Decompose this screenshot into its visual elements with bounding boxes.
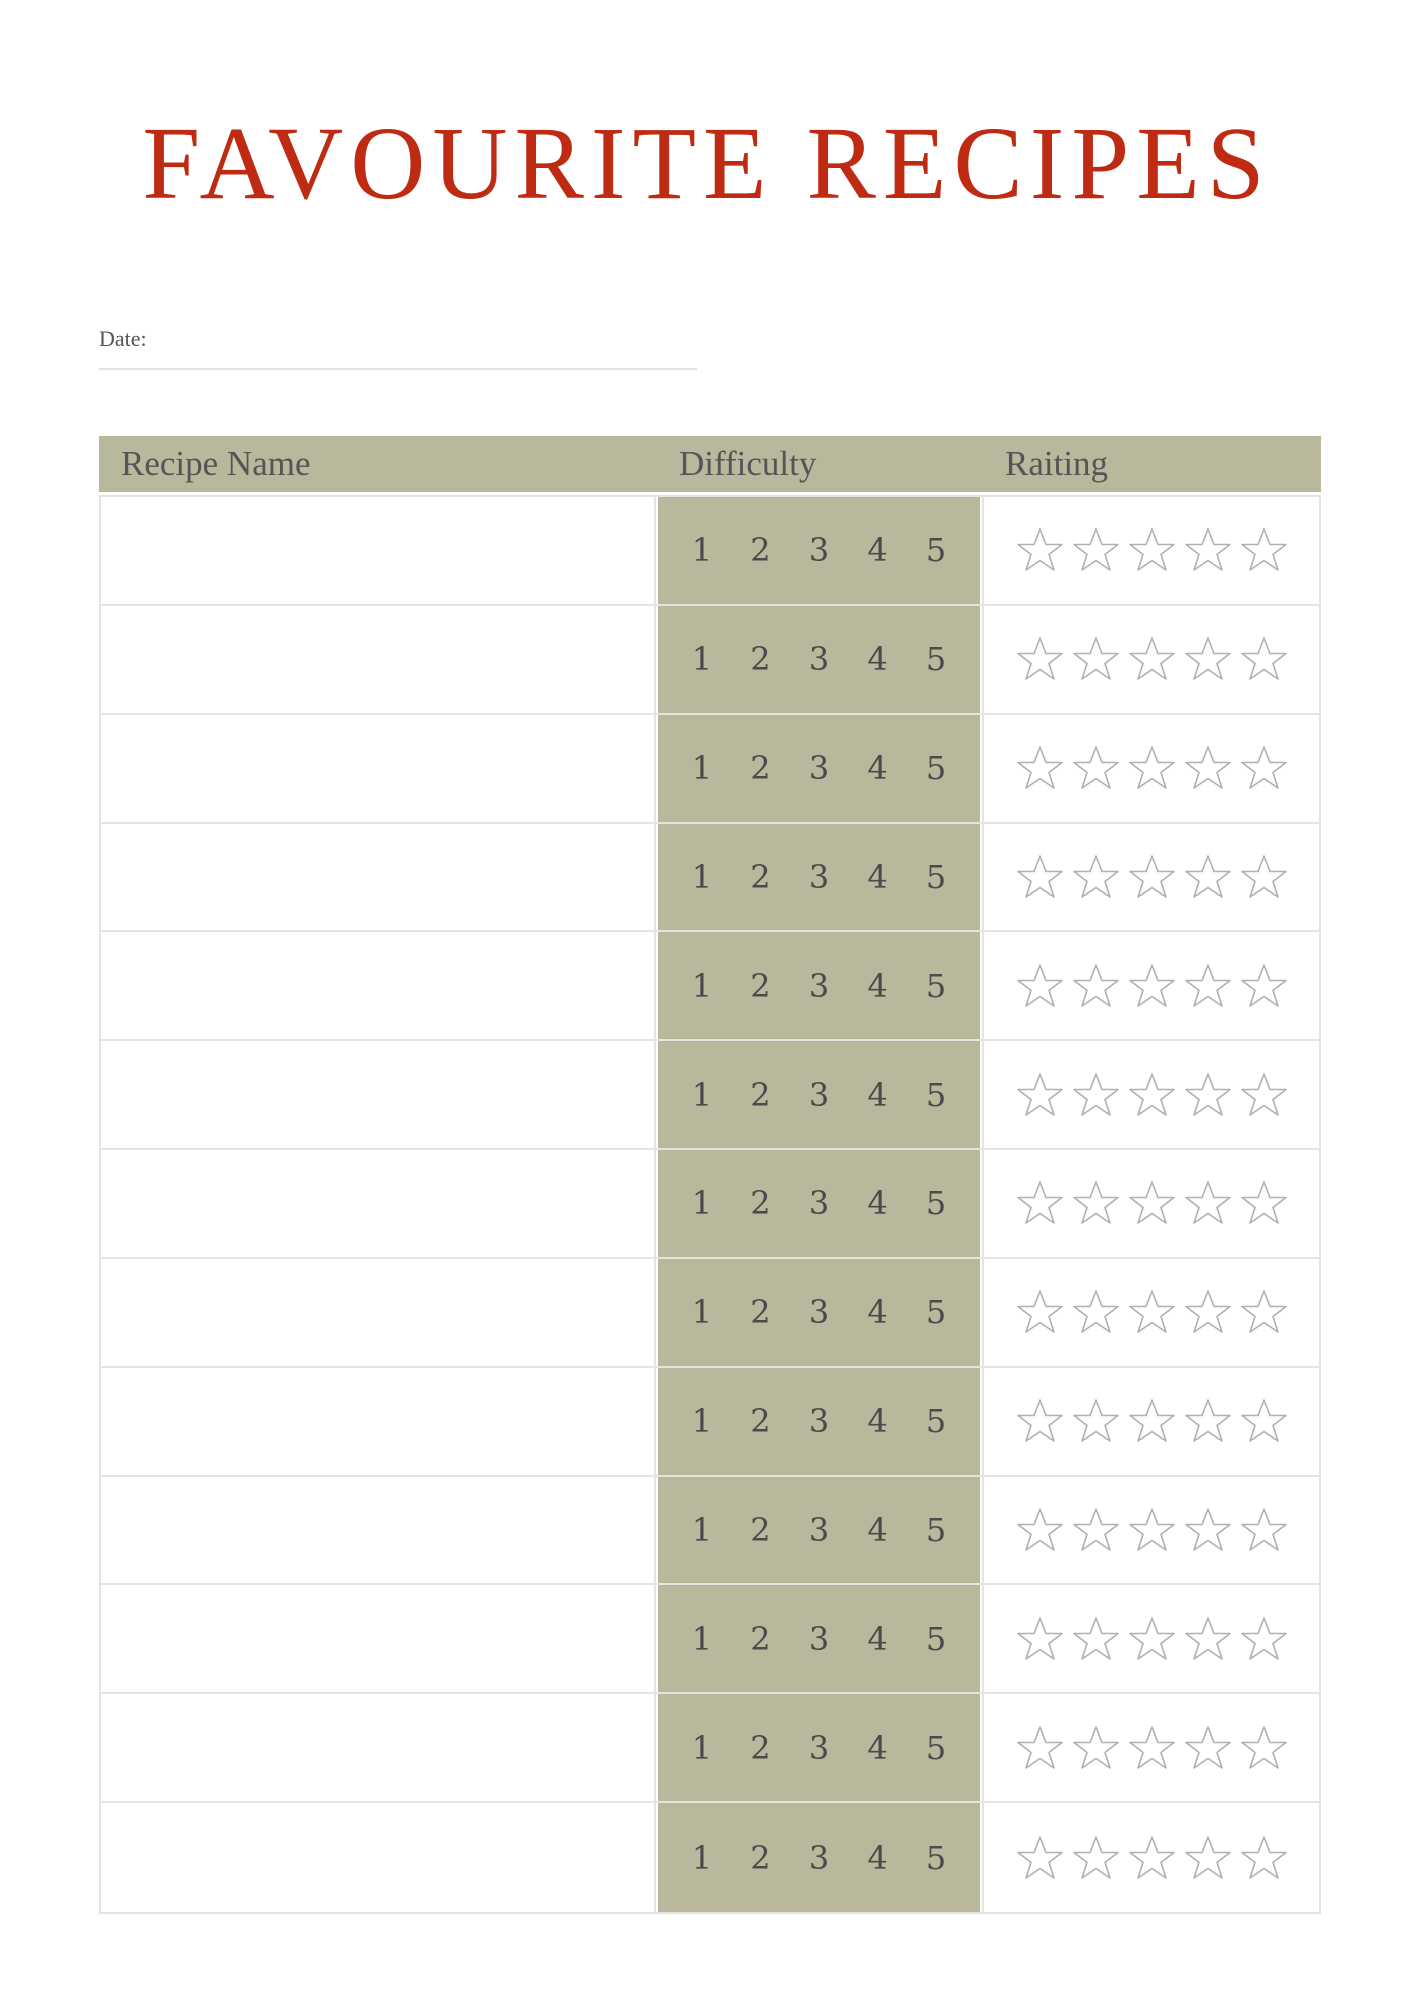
table-row [101,715,1319,824]
difficulty-scale[interactable]: 1 2 3 4 5 [658,606,980,713]
star-outline-icon[interactable] [1072,1507,1120,1553]
star-outline-icon[interactable] [1128,1835,1176,1881]
star-outline-icon[interactable] [1184,1507,1232,1553]
difficulty-scale[interactable]: 1 2 3 4 5 [658,1477,980,1584]
date-label: Date: [99,326,147,351]
star-outline-icon[interactable] [1240,527,1288,573]
header-rating: Raiting [1005,444,1109,483]
rating-stars [982,1803,1319,1912]
table-row [101,1477,1319,1586]
star-outline-icon[interactable] [1128,745,1176,791]
star-outline-icon[interactable] [1128,1180,1176,1226]
rating-stars [982,1368,1319,1475]
star-outline-icon[interactable] [1128,1398,1176,1444]
recipe-name-cell[interactable] [101,1585,656,1692]
table-row [101,932,1319,1041]
recipe-name-cell[interactable] [101,1694,656,1801]
star-outline-icon[interactable] [1072,745,1120,791]
star-outline-icon[interactable] [1184,527,1232,573]
star-outline-icon[interactable] [1072,1616,1120,1662]
star-outline-icon[interactable] [1016,854,1064,900]
star-outline-icon[interactable] [1072,1725,1120,1771]
table-row [101,1259,1319,1368]
star-outline-icon[interactable] [1016,636,1064,682]
star-outline-icon[interactable] [1016,1835,1064,1881]
difficulty-scale[interactable]: 1 2 3 4 5 [658,932,980,1039]
rating-stars [982,715,1319,822]
difficulty-scale[interactable]: 1 2 3 4 5 [658,1368,980,1475]
star-outline-icon[interactable] [1072,854,1120,900]
star-outline-icon[interactable] [1128,1507,1176,1553]
difficulty-scale[interactable]: 1 2 3 4 5 [658,715,980,822]
difficulty-scale[interactable]: 1 2 3 4 5 [658,497,980,604]
recipe-name-cell[interactable] [101,1259,656,1366]
star-outline-icon[interactable] [1016,1180,1064,1226]
difficulty-scale[interactable]: 1 2 3 4 5 [658,1041,980,1148]
header-recipe-name: Recipe Name [121,444,311,483]
star-outline-icon[interactable] [1016,1616,1064,1662]
recipe-name-cell[interactable] [101,1041,656,1148]
recipe-name-cell[interactable] [101,497,656,604]
star-outline-icon[interactable] [1184,1835,1232,1881]
star-outline-icon[interactable] [1128,1289,1176,1335]
rating-stars [982,1259,1319,1366]
table-header [99,436,1321,492]
star-outline-icon[interactable] [1072,1398,1120,1444]
star-outline-icon[interactable] [1128,527,1176,573]
star-outline-icon[interactable] [1240,1289,1288,1335]
difficulty-scale[interactable]: 1 2 3 4 5 [658,824,980,931]
star-outline-icon[interactable] [1128,963,1176,1009]
star-outline-icon[interactable] [1240,1725,1288,1771]
star-outline-icon[interactable] [1072,1835,1120,1881]
star-outline-icon[interactable] [1016,1507,1064,1553]
star-outline-icon[interactable] [1184,1180,1232,1226]
star-outline-icon[interactable] [1240,636,1288,682]
star-outline-icon[interactable] [1240,1180,1288,1226]
star-outline-icon[interactable] [1128,1616,1176,1662]
table-row [101,1585,1319,1694]
star-outline-icon[interactable] [1184,1616,1232,1662]
star-outline-icon[interactable] [1184,1072,1232,1118]
star-outline-icon[interactable] [1128,854,1176,900]
star-outline-icon[interactable] [1072,1072,1120,1118]
table-row [101,824,1319,933]
star-outline-icon[interactable] [1240,745,1288,791]
recipe-name-cell[interactable] [101,824,656,931]
recipe-name-cell[interactable] [101,715,656,822]
difficulty-scale[interactable]: 1 2 3 4 5 [658,1585,980,1692]
star-outline-icon[interactable] [1016,527,1064,573]
rating-stars [982,1585,1319,1692]
table-row [101,606,1319,715]
table-row [101,497,1319,606]
star-outline-icon[interactable] [1072,527,1120,573]
rating-stars [982,824,1319,931]
rating-stars [982,932,1319,1039]
star-outline-icon[interactable] [1240,1072,1288,1118]
star-outline-icon[interactable] [1184,745,1232,791]
star-outline-icon[interactable] [1016,1072,1064,1118]
star-outline-icon[interactable] [1016,1725,1064,1771]
difficulty-scale[interactable]: 1 2 3 4 5 [658,1803,980,1912]
recipe-name-cell[interactable] [101,1477,656,1584]
rating-stars [982,1041,1319,1148]
star-outline-icon[interactable] [1016,1289,1064,1335]
recipe-name-cell[interactable] [101,606,656,713]
table-row [101,1041,1319,1150]
star-outline-icon[interactable] [1016,1398,1064,1444]
star-outline-icon[interactable] [1016,963,1064,1009]
star-outline-icon[interactable] [1184,854,1232,900]
rating-stars [982,1150,1319,1257]
star-outline-icon[interactable] [1184,963,1232,1009]
recipe-name-cell[interactable] [101,1150,656,1257]
table-row [101,1803,1319,1912]
star-outline-icon[interactable] [1072,1289,1120,1335]
page-title: FAVOURITE RECIPES [142,106,1272,221]
star-outline-icon[interactable] [1184,1398,1232,1444]
recipe-table [99,495,1321,1914]
star-outline-icon[interactable] [1240,1507,1288,1553]
rating-stars [982,1694,1319,1801]
table-row [101,1150,1319,1259]
star-outline-icon[interactable] [1072,1180,1120,1226]
recipe-name-cell[interactable] [101,1368,656,1475]
rating-stars [982,497,1319,604]
difficulty-scale[interactable]: 1 2 3 4 5 [658,1259,980,1366]
difficulty-scale[interactable]: 1 2 3 4 5 [658,1150,980,1257]
star-outline-icon[interactable] [1072,963,1120,1009]
recipe-name-cell[interactable] [101,1803,656,1912]
star-outline-icon[interactable] [1184,636,1232,682]
star-outline-icon[interactable] [1184,1289,1232,1335]
table-row [101,1368,1319,1477]
star-outline-icon[interactable] [1240,1835,1288,1881]
star-outline-icon[interactable] [1240,1398,1288,1444]
date-input-line[interactable] [99,368,697,370]
star-outline-icon[interactable] [1184,1725,1232,1771]
rating-stars [982,1477,1319,1584]
difficulty-scale[interactable]: 1 2 3 4 5 [658,1694,980,1801]
header-difficulty: Difficulty [679,444,817,483]
star-outline-icon[interactable] [1128,636,1176,682]
rating-stars [982,606,1319,713]
star-outline-icon[interactable] [1016,745,1064,791]
star-outline-icon[interactable] [1240,1616,1288,1662]
star-outline-icon[interactable] [1128,1725,1176,1771]
star-outline-icon[interactable] [1128,1072,1176,1118]
recipe-name-cell[interactable] [101,932,656,1039]
star-outline-icon[interactable] [1240,854,1288,900]
star-outline-icon[interactable] [1072,636,1120,682]
table-row [101,1694,1319,1803]
star-outline-icon[interactable] [1240,963,1288,1009]
